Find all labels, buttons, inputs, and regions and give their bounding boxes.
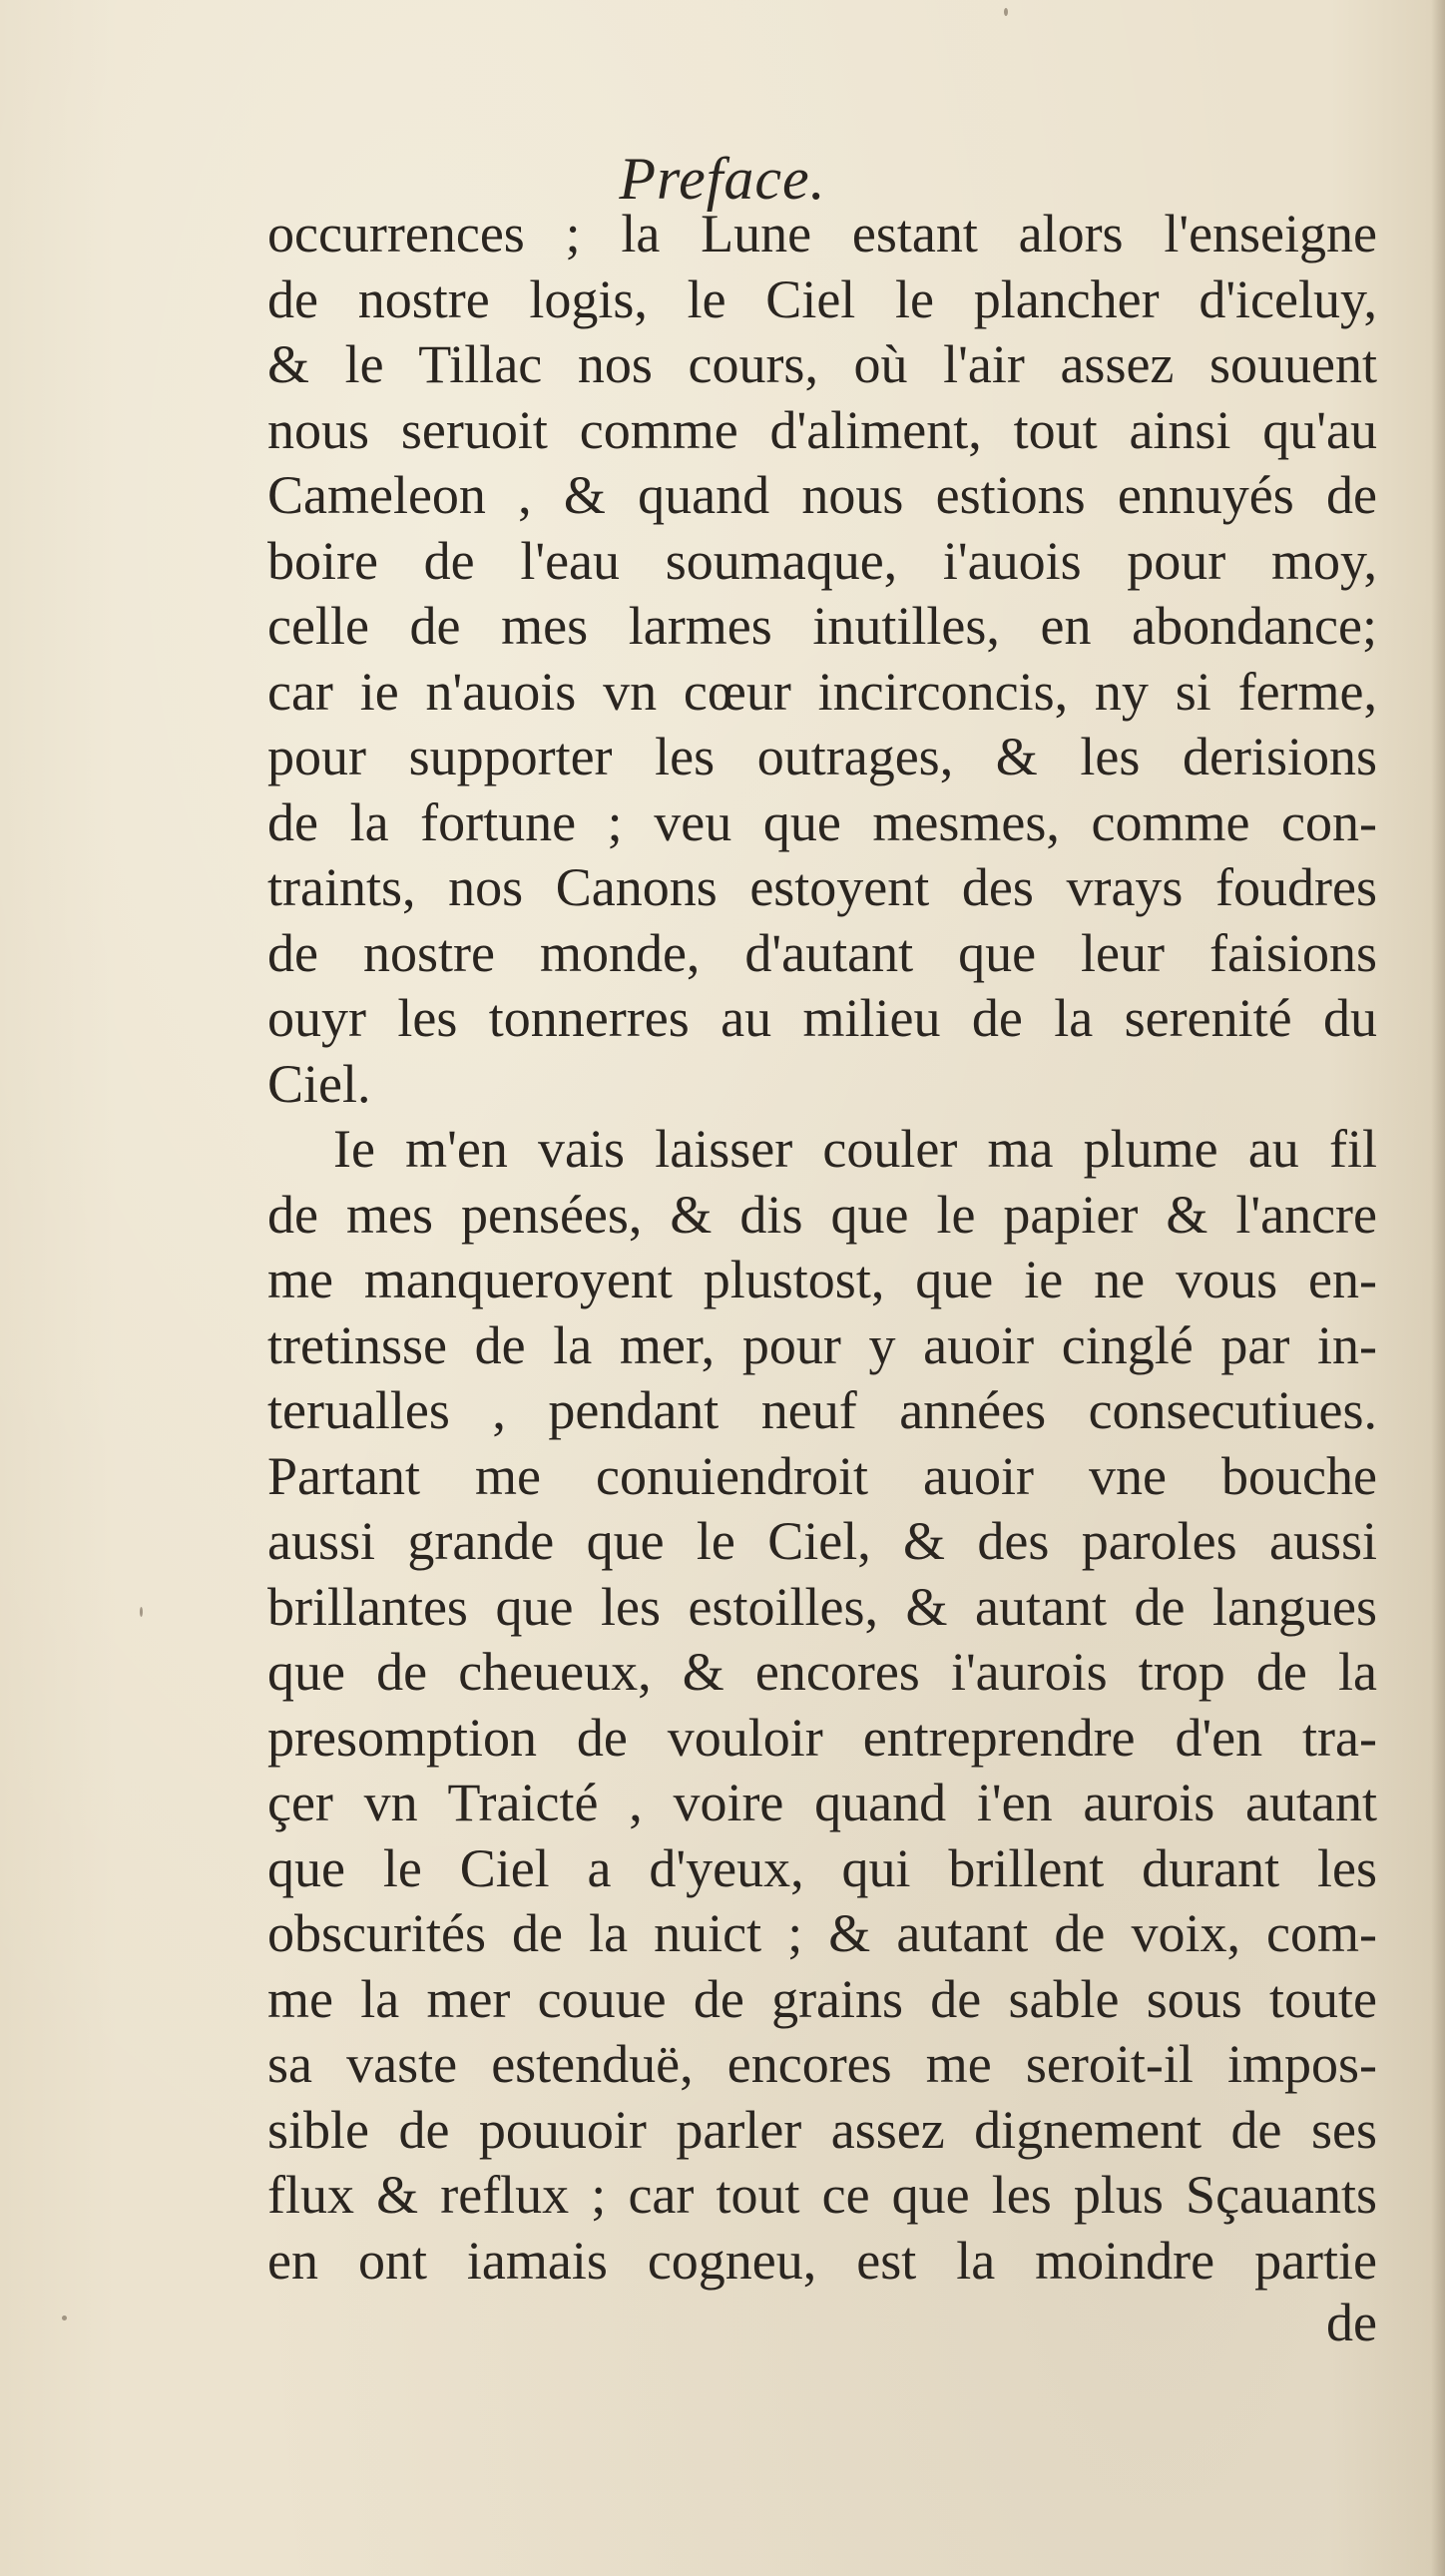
text-line: de nostre logis, le Ciel le plancher d'iceluy, — [267, 268, 1377, 329]
text-line: Ciel. — [267, 1053, 371, 1114]
text-line: en ont iamais cogneu, est la moindre partie — [267, 2230, 1377, 2291]
text-line: flux & reflux ; car tout ce que les plus Sçauants — [267, 2165, 1377, 2225]
text-line: de la fortune ; veu que mesmes, comme con- — [267, 791, 1377, 852]
paper-speck — [140, 1607, 143, 1617]
text-line: Partant me conuiendroit auoir vne bouche — [267, 1445, 1377, 1506]
text-line: tretinsse de la mer, pour y auoir cinglé par in- — [267, 1314, 1377, 1375]
text-line: çer vn Traicté , voire quand i'en aurois autant — [267, 1773, 1377, 1832]
text-line: ouyr les tonnerres au milieu de la serenité du — [267, 988, 1377, 1048]
text-line: aussi grande que le Ciel, & des paroles aussi — [267, 1511, 1377, 1571]
text-line: obscurités de la nuict ; & autant de voix, com- — [267, 1903, 1377, 1963]
text-line: terualles , pendant neuf années consecutiues. — [267, 1380, 1377, 1440]
text-line: Ie m'en vais laisser couler ma plume au fil — [333, 1119, 1377, 1179]
catchword: de — [1326, 2293, 1377, 2352]
text-line: me manqueroyent plustost, que ie ne vous en- — [267, 1250, 1377, 1309]
text-line: de nostre monde, d'autant que leur faisions — [267, 922, 1377, 983]
text-line: brillantes que les estoilles, & autant de langues — [267, 1576, 1377, 1637]
text-line: que le Ciel a d'yeux, qui brillent durant les — [267, 1837, 1377, 1898]
text-line: pour supporter les outrages, & les derisions — [267, 727, 1377, 786]
text-line: celle de mes larmes inutilles, en abondance; — [267, 596, 1377, 656]
text-line: nous seruoit comme d'aliment, tout ainsi qu'au — [267, 399, 1377, 460]
page-edge-shadow — [1431, 0, 1445, 2576]
text-line: que de cheueux, & encores i'aurois trop de la — [267, 1642, 1377, 1702]
text-line: de mes pensées, & dis que le papier & l'ancre — [267, 1184, 1377, 1245]
text-line: sible de pouuoir parler assez dignement de ses — [267, 2099, 1377, 2160]
text-line: & le Tillac nos cours, où l'air assez souuent — [267, 334, 1377, 394]
text-line: presomption de vouloir entreprendre d'en tra- — [267, 1707, 1377, 1768]
running-head: Preface. — [619, 146, 826, 212]
text-line: boire de l'eau soumaque, i'auois pour moy, — [267, 530, 1377, 591]
paper-speck — [62, 2316, 67, 2320]
paper-speck — [1004, 8, 1008, 16]
text-block — [267, 202, 1377, 2294]
text-line: occurrences ; la Lune estant alors l'enseigne — [267, 204, 1377, 263]
text-line: traints, nos Canons estoyent des vrays foudres — [267, 857, 1377, 917]
text-line: car ie n'auois vn cœur incirconcis, ny si ferme, — [267, 661, 1377, 722]
text-line: Cameleon , & quand nous estions ennuyés de — [267, 465, 1377, 525]
text-line: sa vaste estenduë, encores me seroit-il impos- — [267, 2034, 1377, 2094]
text-line: me la mer couue de grains de sable sous toute — [267, 1968, 1377, 2029]
